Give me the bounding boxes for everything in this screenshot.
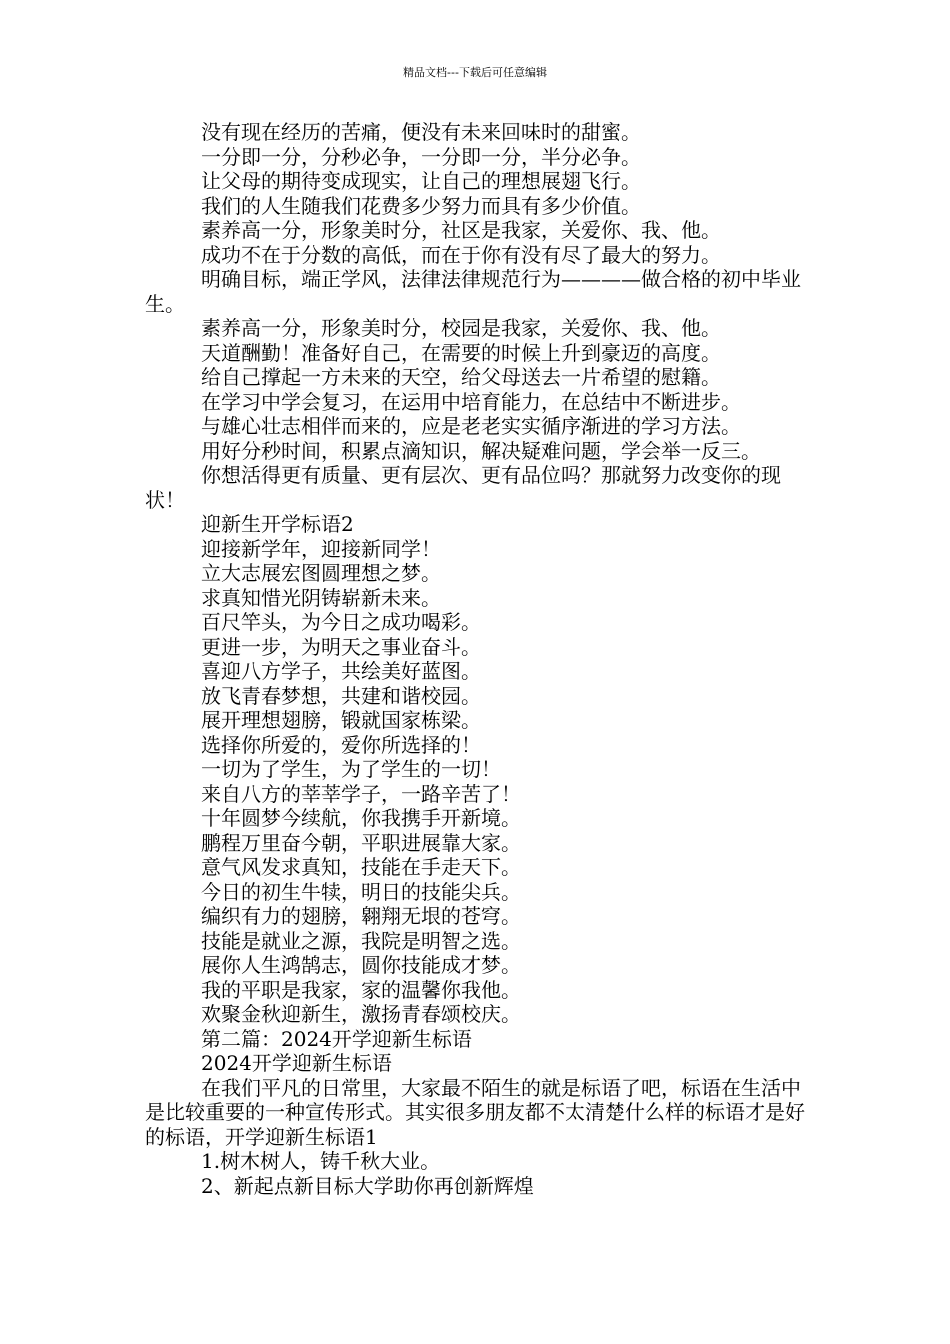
paragraph: 求真知惜光阴铸崭新未来。 bbox=[201, 585, 441, 610]
paragraph: 我们的人生随我们花费多少努力而具有多少价值。 bbox=[201, 193, 641, 218]
paragraph: 2、新起点新目标大学助你再创新辉煌 bbox=[201, 1173, 534, 1198]
paragraph: 欢聚金秋迎新生，激扬青春颂校庆。 bbox=[201, 1002, 521, 1026]
paragraph: 展你人生鸿鹄志，圆你技能成才梦。 bbox=[201, 953, 521, 977]
paragraph: 在学习中学会复习，在运用中培育能力，在总结中不断进步。 bbox=[201, 389, 741, 414]
paragraph: 明确目标，端正学风，法律法律规范行为————做合格的初中毕业生。 bbox=[145, 267, 801, 316]
paragraph: 一分即一分，分秒必争，一分即一分，半分必争。 bbox=[201, 144, 641, 169]
section-heading: 迎新生开学标语2 bbox=[201, 512, 354, 536]
paragraph: 百尺竿头，为今日之成功喝彩。 bbox=[201, 610, 481, 634]
paragraph: 在我们平凡的日常里，大家最不陌生的就是标语了吧，标语在生活中是比较重要的一种宣传形式。其实很多朋友都不太清楚什么样的标语才是好的标语，开学迎新生标语1 bbox=[145, 1075, 805, 1149]
paragraph: 成功不在于分数的高低，而在于你有没有尽了最大的努力。 bbox=[201, 242, 721, 267]
paragraph: 展开理想翅膀，锻就国家栋梁。 bbox=[201, 708, 481, 732]
paragraph: 给自己撑起一方未来的天空，给父母送去一片希望的慰籍。 bbox=[201, 365, 721, 389]
document-body bbox=[145, 120, 813, 1198]
paragraph: 用好分秒时间，积累点滴知识，解决疑难问题，学会举一反三。 bbox=[201, 438, 761, 463]
paragraph: 天道酬勤！准备好自己，在需要的时候上升到豪迈的高度。 bbox=[201, 340, 721, 365]
paragraph: 1.树木树人，铸千秋大业。 bbox=[201, 1149, 441, 1173]
paragraph: 与雄心壮志相伴而来的，应是老老实实循序渐进的学习方法。 bbox=[201, 414, 741, 438]
paragraph: 我的平职是我家，家的温馨你我他。 bbox=[201, 977, 521, 1002]
paragraph: 迎接新学年，迎接新同学！ bbox=[201, 536, 441, 561]
page-header: 精品文档---下载后可任意编辑 bbox=[403, 66, 547, 79]
paragraph: 意气风发求真知，技能在手走天下。 bbox=[201, 855, 521, 879]
paragraph: 今日的初生牛犊，明日的技能尖兵。 bbox=[201, 879, 521, 904]
paragraph: 立大志展宏图圆理想之梦。 bbox=[201, 561, 441, 585]
paragraph: 素养高一分，形象美时分，校园是我家，关爱你、我、他。 bbox=[201, 316, 721, 340]
paragraph: 素养高一分，形象美时分，社区是我家，关爱你、我、他。 bbox=[201, 218, 721, 242]
paragraph: 放飞青春梦想，共建和谐校园。 bbox=[201, 683, 481, 708]
section-title: 2024开学迎新生标语 bbox=[201, 1051, 392, 1075]
paragraph: 喜迎八方学子，共绘美好蓝图。 bbox=[201, 659, 481, 683]
paragraph: 技能是就业之源，我院是明智之选。 bbox=[201, 928, 521, 953]
paragraph: 更进一步，为明天之事业奋斗。 bbox=[201, 634, 481, 659]
paragraph: 一切为了学生，为了学生的一切！ bbox=[201, 757, 501, 781]
paragraph: 没有现在经历的苦痛，便没有未来回味时的甜蜜。 bbox=[201, 120, 641, 144]
paragraph: 鹏程万里奋今朝，平职进展靠大家。 bbox=[201, 830, 521, 855]
paragraph: 编织有力的翅膀，翱翔无垠的苍穹。 bbox=[201, 904, 521, 928]
section-heading: 第二篇：2024开学迎新生标语 bbox=[201, 1026, 472, 1051]
paragraph: 让父母的期待变成现实，让自己的理想展翅飞行。 bbox=[201, 169, 641, 193]
paragraph: 选择你所爱的，爱你所选择的！ bbox=[201, 732, 481, 757]
paragraph: 你想活得更有质量、更有层次、更有品位吗？那就努力改变你的现状！ bbox=[145, 463, 781, 512]
paragraph: 来自八方的莘莘学子，一路辛苦了！ bbox=[201, 781, 521, 806]
paragraph: 十年圆梦今续航，你我携手开新境。 bbox=[201, 806, 521, 830]
